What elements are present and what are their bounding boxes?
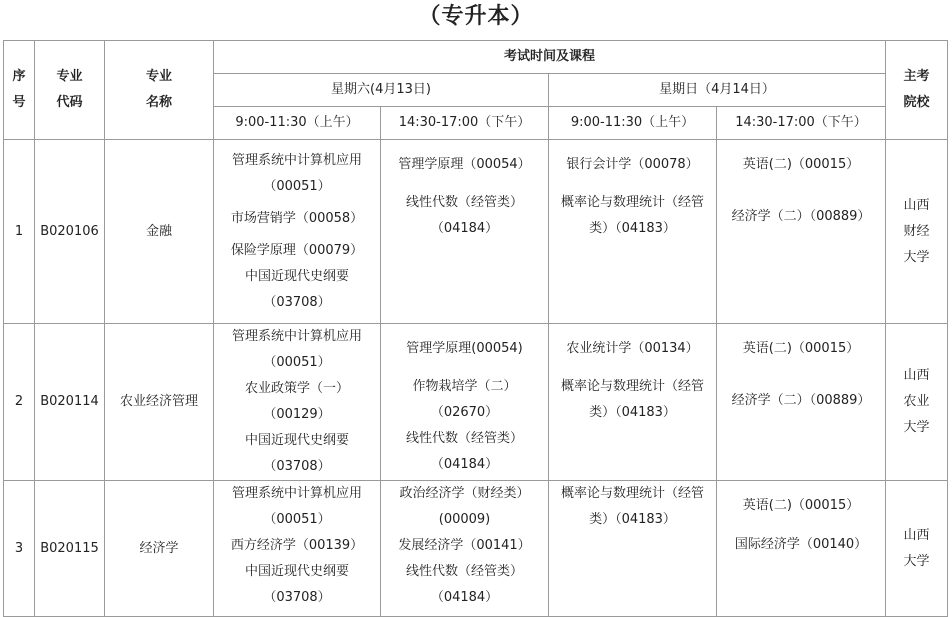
row-major-name: 农业经济管理 <box>105 324 214 481</box>
table-row <box>4 324 948 481</box>
row-sat-pm-courses: 政治经济学（财经类） (00009) 发展经济学（00141） 线性代数（经管类） （04184） <box>381 481 549 617</box>
row-major-name: 金融 <box>105 140 214 324</box>
header-code: 专业 代码 <box>35 41 105 140</box>
row-seq: 3 <box>4 481 35 617</box>
row-code: B020115 <box>35 481 105 617</box>
header-name: 专业 名称 <box>105 41 214 140</box>
row-school: 山西 农业 大学 <box>886 324 948 481</box>
header-slot-sat-am: 9:00-11:30（上午） <box>214 107 381 140</box>
exam-schedule-table <box>3 40 948 617</box>
row-sun-am-courses: 银行会计学（00078） 概率论与数理统计（经管 类）（04183） <box>549 140 717 324</box>
header-slot-sat-pm: 14:30-17:00（下午） <box>381 107 549 140</box>
row-code: B020114 <box>35 324 105 481</box>
row-sun-pm-courses: 英语(二)（00015） 国际经济学（00140） <box>717 481 886 617</box>
row-sun-pm-courses: 英语(二)（00015） 经济学（二）（00889） <box>717 324 886 481</box>
row-sat-am-courses: 管理系统中计算机应用 （00051） 农业政策学（一） （00129） 中国近现代史纲要 （03708） <box>214 324 381 481</box>
header-school: 主考 院校 <box>886 41 948 140</box>
row-major-name: 经济学 <box>105 481 214 617</box>
table-row <box>4 140 948 324</box>
table-row <box>4 481 948 617</box>
row-sat-am-courses: 管理系统中计算机应用 （00051） 市场营销学（00058） 保险学原理（00079） 中国近现代史纲要 （03708） <box>214 140 381 324</box>
header-seq: 序 号 <box>4 41 35 140</box>
row-sun-am-courses: 农业统计学（00134） 概率论与数理统计（经管 类）（04183） <box>549 324 717 481</box>
row-sun-pm-courses: 英语(二)（00015） 经济学（二）（00889） <box>717 140 886 324</box>
header-day-sunday: 星期日（4月14日） <box>549 74 886 107</box>
row-sat-pm-courses: 管理学原理(00054) 作物栽培学（二） （02670） 线性代数（经管类） （04184） <box>381 324 549 481</box>
header-day-saturday: 星期六(4月13日) <box>214 74 549 107</box>
header-exam-time: 考试时间及课程 <box>214 41 886 74</box>
header-slot-sun-am: 9:00-11:30（上午） <box>549 107 717 140</box>
row-seq: 1 <box>4 140 35 324</box>
row-code: B020106 <box>35 140 105 324</box>
header-slot-sun-pm: 14:30-17:00（下午） <box>717 107 886 140</box>
row-sat-pm-courses: 管理学原理（00054） 线性代数（经管类） （04184） <box>381 140 549 324</box>
row-school: 山西 财经 大学 <box>886 140 948 324</box>
row-seq: 2 <box>4 324 35 481</box>
page-title: （专升本） <box>418 4 534 29</box>
row-sat-am-courses: 管理系统中计算机应用 （00051） 西方经济学（00139） 中国近现代史纲要 （03708） <box>214 481 381 617</box>
row-school: 山西 大学 <box>886 481 948 617</box>
row-sun-am-courses: 概率论与数理统计（经管 类）（04183） <box>549 481 717 617</box>
